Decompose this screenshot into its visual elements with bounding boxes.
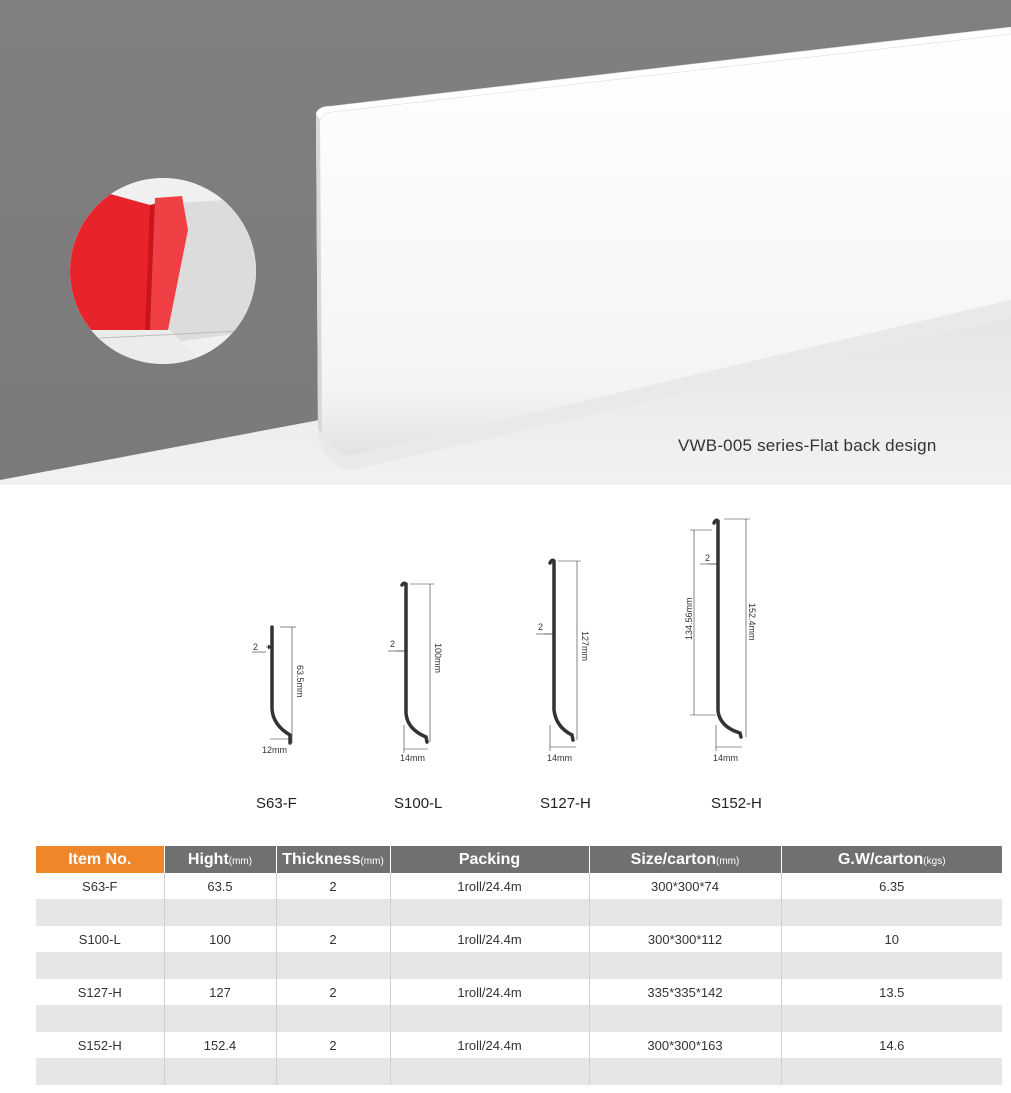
spec-table xyxy=(36,846,1002,1085)
s127-base-label: 14mm xyxy=(547,753,573,763)
cell-hight: 100 xyxy=(164,926,276,952)
s63-thickness-label: 2 xyxy=(253,642,259,652)
cell-item: S63-F xyxy=(36,873,164,899)
header-hight: Hight(mm) xyxy=(164,846,276,873)
cell-thickness: 2 xyxy=(276,1032,390,1058)
cell-size: 300*300*163 xyxy=(589,1032,781,1058)
cell-weight: 6.35 xyxy=(879,878,905,894)
profile-name-s127-h: S127-H xyxy=(540,795,591,812)
hero-photo xyxy=(0,0,1011,485)
s100-thickness-label: 2 xyxy=(390,639,396,649)
table-row xyxy=(36,979,1002,1005)
series-caption: VWB-005 series-Flat back design xyxy=(678,436,937,455)
cell-weight: 13.5 xyxy=(879,984,905,1000)
cell-packing: 1roll/24.4m xyxy=(390,873,589,899)
table-spacer-row xyxy=(36,1005,1002,1032)
s127-height-label: 127mm xyxy=(580,631,590,662)
s152-inner-height-label: 134.56mm xyxy=(684,597,694,640)
profile-name-s63-f: S63-F xyxy=(256,795,297,812)
cell-thickness: 2 xyxy=(276,926,390,952)
cell-item: S100-L xyxy=(36,926,164,952)
cell-thickness: 2 xyxy=(276,873,390,899)
cell-packing: 1roll/24.4m xyxy=(390,1032,589,1058)
cell-hight: 63.5 xyxy=(164,873,276,899)
s152-height-label: 152.4mm xyxy=(747,603,757,641)
profile-diagrams xyxy=(0,485,1011,785)
skirting-board-illustration xyxy=(0,0,1011,485)
table-row xyxy=(36,926,1002,952)
table-spacer-row xyxy=(36,1058,1002,1085)
cell-thickness: 2 xyxy=(276,979,390,1005)
profile-s152-h xyxy=(684,519,757,763)
header-item-no: Item No. xyxy=(36,846,164,873)
s127-thickness-label: 2 xyxy=(538,622,544,632)
profile-s127-h xyxy=(536,560,590,763)
profile-s63-f xyxy=(252,627,305,755)
s100-height-label: 100mm xyxy=(433,643,443,674)
s152-base-label: 14mm xyxy=(713,753,739,763)
cell-size: 300*300*112 xyxy=(589,926,781,952)
cell-weight: 14.6 xyxy=(879,1037,905,1053)
table-spacer-row xyxy=(36,899,1002,926)
header-gw-carton: G.W/carton(kgs) xyxy=(781,846,1002,873)
table-row xyxy=(36,1032,1002,1058)
s152-thickness-label: 2 xyxy=(705,553,711,563)
s63-height-label: 63.5mm xyxy=(295,665,305,698)
header-packing: Packing xyxy=(390,846,589,873)
table-header-row xyxy=(36,846,1002,873)
cell-packing: 1roll/24.4m xyxy=(390,926,589,952)
header-thickness: Thickness(mm) xyxy=(276,846,390,873)
s100-base-label: 14mm xyxy=(400,753,426,763)
cell-item: S127-H xyxy=(36,979,164,1005)
s63-base-label: 12mm xyxy=(262,745,288,755)
cell-size: 335*335*142 xyxy=(589,979,781,1005)
cell-hight: 152.4 xyxy=(164,1032,276,1058)
cell-packing: 1roll/24.4m xyxy=(390,979,589,1005)
header-size-carton: Size/carton(mm) xyxy=(589,846,781,873)
cell-hight: 127 xyxy=(164,979,276,1005)
profile-name-s152-h: S152-H xyxy=(711,795,762,812)
profile-s100-l xyxy=(388,583,443,763)
cell-size: 300*300*74 xyxy=(589,873,781,899)
cell-item: S152-H xyxy=(36,1032,164,1058)
cell-weight: 10 xyxy=(884,931,899,947)
table-row xyxy=(36,873,1002,899)
table-spacer-row xyxy=(36,952,1002,979)
profile-name-s100-l: S100-L xyxy=(394,795,443,812)
profile-drawings xyxy=(0,485,1011,830)
